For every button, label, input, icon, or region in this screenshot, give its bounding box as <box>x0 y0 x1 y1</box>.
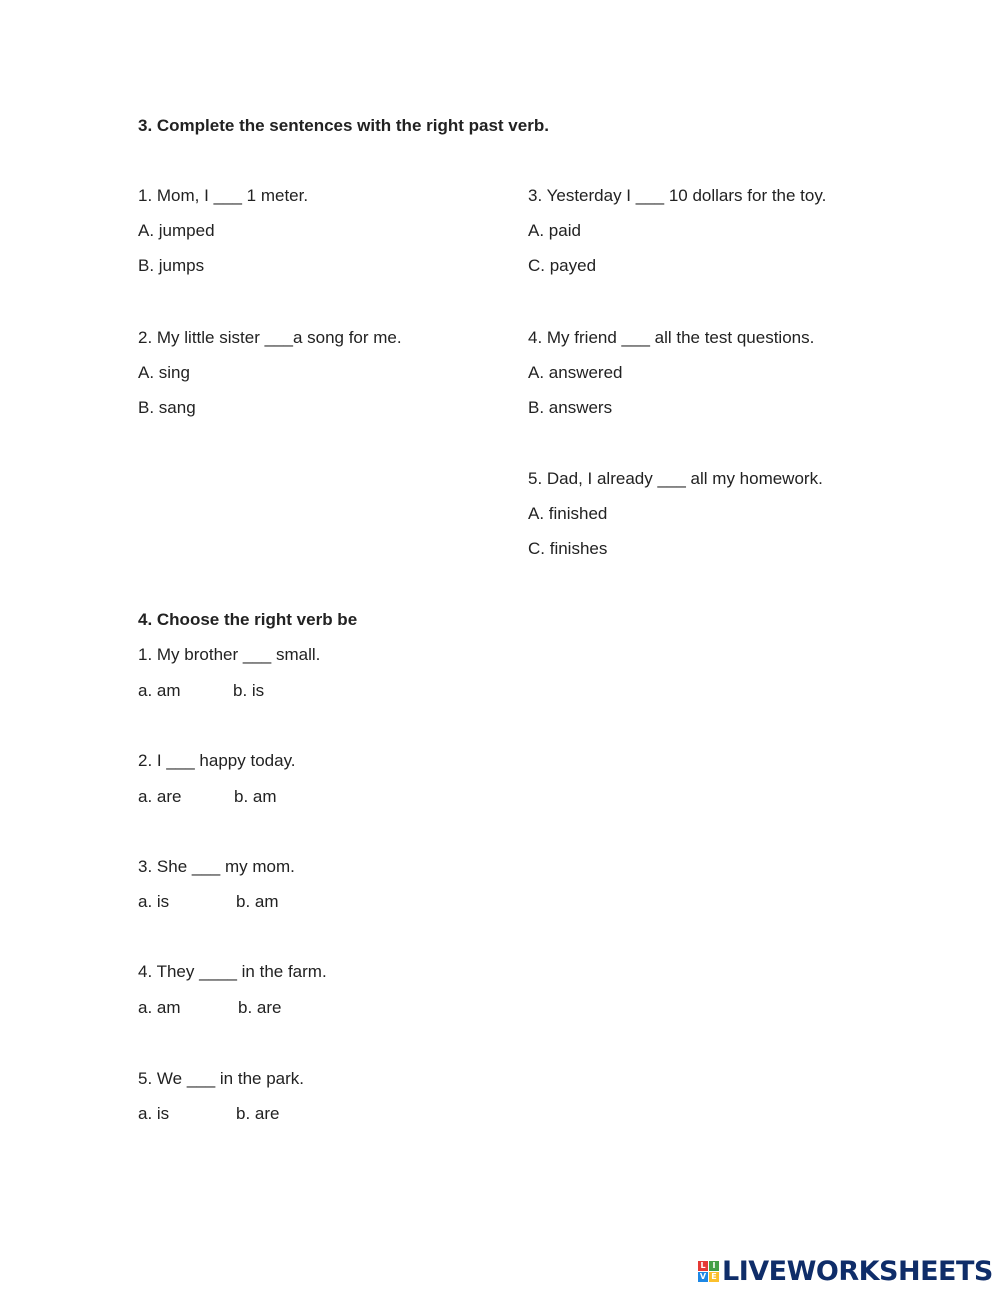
answer-option[interactable]: A. paid <box>528 221 581 240</box>
answer-option[interactable]: A. finished <box>528 504 608 523</box>
question-text: 4. They ____ in the farm. <box>138 962 327 981</box>
answer-option-b[interactable]: b. are <box>238 998 282 1017</box>
question-text: 5. Dad, I already ___ all my homework. <box>528 469 823 488</box>
answer-option[interactable]: B. answers <box>528 398 613 417</box>
answer-option[interactable]: A. answered <box>528 363 623 382</box>
answer-option-a[interactable]: a. am <box>138 681 181 700</box>
question-text: 3. Yesterday I ___ 10 dollars for the toy. <box>528 186 827 205</box>
answer-option[interactable]: B. sang <box>138 398 196 417</box>
question-text: 1. Mom, I ___ 1 meter. <box>138 186 309 205</box>
logo-text: LIVEWORKSHEETS <box>722 1255 993 1287</box>
logo-badge-icon <box>698 1261 719 1282</box>
badge-letter: E <box>709 1272 719 1282</box>
answer-option[interactable]: A. sing <box>138 363 190 382</box>
answer-option-b[interactable]: b. am <box>234 787 277 806</box>
answer-option[interactable]: B. jumps <box>138 256 205 275</box>
section-3-heading: 3. Complete the sentences with the right past verb. <box>138 116 549 135</box>
answer-option-b[interactable]: b. is <box>233 681 265 700</box>
answer-option-a[interactable]: a. are <box>138 787 182 806</box>
badge-letter: V <box>699 1271 707 1281</box>
answer-option-a[interactable]: a. is <box>138 892 170 911</box>
answer-option-a[interactable]: a. is <box>138 1104 170 1123</box>
badge-letter: I <box>709 1261 719 1271</box>
answer-option-b[interactable]: b. am <box>236 892 279 911</box>
question-text: 1. My brother ___ small. <box>138 645 321 664</box>
question-text: 5. We ___ in the park. <box>138 1069 305 1088</box>
answer-option[interactable]: C. finishes <box>528 539 608 558</box>
answer-option-a[interactable]: a. am <box>138 998 181 1017</box>
liveworksheets-logo <box>698 1256 993 1286</box>
answer-option[interactable]: A. jumped <box>138 221 215 240</box>
answer-option[interactable]: C. payed <box>528 256 597 275</box>
badge-letter: L <box>698 1261 708 1271</box>
question-text: 4. My friend ___ all the test questions. <box>528 328 815 347</box>
question-text: 2. My little sister ___a song for me. <box>138 328 402 347</box>
question-text: 3. She ___ my mom. <box>138 857 295 876</box>
question-text: 2. I ___ happy today. <box>138 751 296 770</box>
section-4-heading: 4. Choose the right verb be <box>138 610 358 629</box>
answer-option-b[interactable]: b. are <box>236 1104 280 1123</box>
